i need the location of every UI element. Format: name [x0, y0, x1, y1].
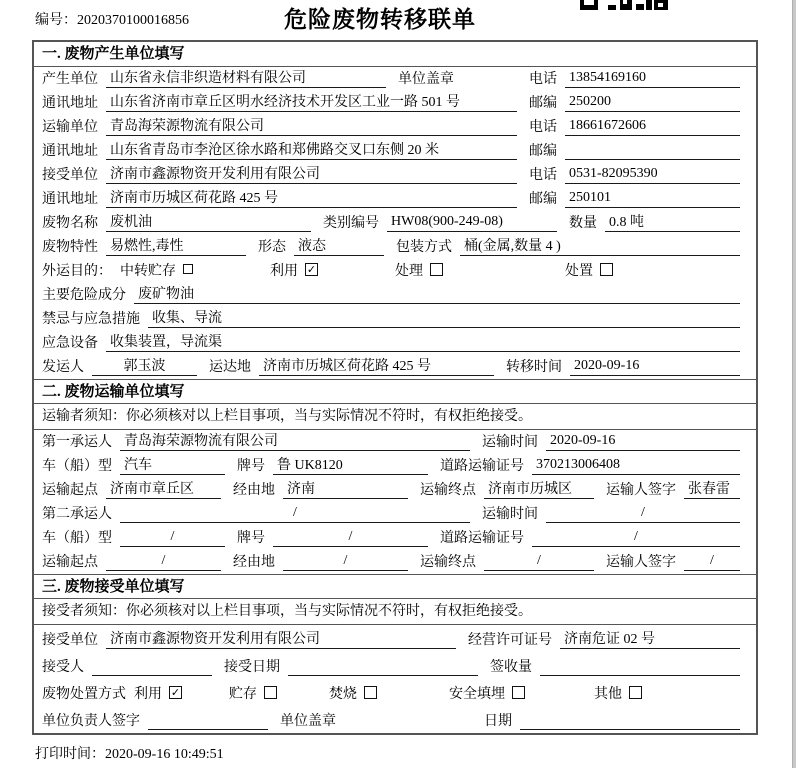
- carrier1-value: 青岛海荣源物流有限公司: [120, 430, 470, 451]
- row-carrier2: [34, 502, 756, 526]
- zip-label: 邮编: [529, 144, 557, 159]
- disposal-option-other: [594, 683, 642, 703]
- date-value: [520, 712, 740, 730]
- vehicle-type-value: 汽车: [120, 454, 225, 475]
- accept-unit-label: 接受单位: [42, 633, 98, 648]
- document-header: [0, 0, 796, 40]
- disposal-label: 废物处置方式: [42, 687, 126, 702]
- responsible-sign-label: 单位负责人签字: [42, 714, 140, 729]
- checkbox-treat: [430, 263, 443, 276]
- print-time-label: 打印时间：: [35, 747, 105, 762]
- equipment-label: 应急设备: [42, 336, 98, 351]
- unit-seal-label: 单位盖章: [280, 714, 336, 729]
- receiver-phone: 0531-82095390: [565, 166, 740, 184]
- row-emergency-equipment: [34, 331, 756, 355]
- page-title: 危险废物转移联单: [284, 7, 476, 32]
- row-transporter: [34, 115, 756, 139]
- serial-label: 编号：: [35, 13, 77, 28]
- option-label: 其他: [594, 687, 622, 702]
- packing-label: 包装方式: [396, 240, 452, 255]
- route-end-value: 济南市历城区: [484, 478, 594, 499]
- checkbox-disposal-landfill: [512, 686, 525, 699]
- row-producer: [34, 67, 756, 91]
- producer-value: 山东省永信非织造材料有限公司: [106, 67, 386, 88]
- producer-phone: 13854169160: [565, 70, 740, 88]
- route-start-label: 运输起点: [42, 555, 98, 570]
- hazard-value: 废矿物油: [134, 283, 740, 304]
- transport-time-label: 运输时间: [482, 435, 538, 450]
- carrier-sign-value: 张春雷: [684, 478, 740, 499]
- qty-label: 数量: [569, 216, 597, 231]
- checkbox-disposal-store: [264, 686, 277, 699]
- vehicle-type-label: 车（船）型: [42, 531, 112, 546]
- route-start-value: /: [106, 553, 221, 571]
- option-label: 处置: [565, 264, 593, 279]
- row-vehicle2: [34, 526, 756, 550]
- property-label: 废物特性: [42, 240, 98, 255]
- section-receiver: [34, 574, 756, 733]
- option-label: 利用: [270, 264, 298, 279]
- checkbox-disposal-other: [629, 686, 642, 699]
- row-purpose: [34, 259, 756, 283]
- plate-label: 牌号: [237, 531, 265, 546]
- purpose-label: 外运目的：: [42, 264, 112, 279]
- dispatcher-value: 郭玉波: [92, 355, 197, 376]
- carrier2-label: 第二承运人: [42, 507, 112, 522]
- row-acceptor: [34, 652, 756, 679]
- disposal-option-landfill: [449, 683, 594, 703]
- transporter-phone: 18661672606: [565, 118, 740, 136]
- acceptor-value: [92, 658, 212, 676]
- transporter-notice: 运输者须知：你必须核对以上栏目事项，当与实际情况不符时，有权拒绝接受。: [34, 404, 756, 430]
- transport-time-value: 2020-09-16: [546, 433, 740, 451]
- disposal-option-incinerate: [329, 683, 449, 703]
- license-value: 济南危证 02 号: [560, 628, 740, 649]
- road-cert-label: 道路运输证号: [440, 531, 524, 546]
- phone-label: 电话: [529, 72, 557, 87]
- address-label: 通讯地址: [42, 96, 98, 111]
- road-cert-label: 道路运输证号: [440, 459, 524, 474]
- option-label: 焚烧: [329, 687, 357, 702]
- waste-name-label: 废物名称: [42, 216, 98, 231]
- received-qty-value: [540, 658, 740, 676]
- form-value: 液态: [294, 235, 384, 256]
- manifest-form: [32, 40, 758, 735]
- packing-value: 桶(金属,数量 4 ): [460, 235, 740, 256]
- carrier2-value: /: [120, 505, 470, 523]
- purpose-option-transfer-storage: [120, 260, 270, 280]
- row-transporter-address: [34, 139, 756, 163]
- receiver-value: 济南市鑫源物资开发利用有限公司: [106, 163, 517, 184]
- row-producer-address: [34, 91, 756, 115]
- section1-header: 一. 废物产生单位填写: [34, 42, 756, 67]
- row-carrier1: [34, 430, 756, 454]
- purpose-option-dispose: [565, 260, 613, 280]
- form-label: 形态: [258, 240, 286, 255]
- hazard-label: 主要危险成分: [42, 288, 126, 303]
- route-via-value: /: [283, 553, 408, 571]
- waste-name-value: 废机油: [106, 211, 311, 232]
- carrier-sign-label: 运输人签字: [606, 483, 676, 498]
- row-waste-name: [34, 211, 756, 235]
- received-qty-label: 签收量: [490, 660, 532, 675]
- receiver-address-value: 济南市历城区荷花路 425 号: [106, 187, 517, 208]
- route-end-label: 运输终点: [420, 555, 476, 570]
- route-via-label: 经由地: [233, 555, 275, 570]
- row-vehicle1: [34, 454, 756, 478]
- plate-value: 鲁 UK8120: [273, 454, 428, 475]
- purpose-option-treat: [395, 260, 565, 280]
- route-start-value: 济南市章丘区: [106, 478, 221, 499]
- section-producer: [34, 42, 756, 379]
- checkbox-utilize: ✓: [306, 262, 317, 276]
- row-route1: [34, 478, 756, 502]
- zip-label: 邮编: [529, 192, 557, 207]
- checkbox-dispose: [600, 263, 613, 276]
- transport-time-value: /: [546, 505, 740, 523]
- receiver-zip: 250101: [565, 190, 740, 208]
- waste-code: HW08(900-249-08): [387, 214, 557, 232]
- serial-value: 2020370100016856: [77, 13, 189, 28]
- accept-date-value: [288, 658, 478, 676]
- plate-label: 牌号: [237, 459, 265, 474]
- dispatcher-label: 发运人: [42, 360, 84, 375]
- print-time-value: 2020-09-16 10:49:51: [105, 747, 224, 762]
- transporter-value: 青岛海荣源物流有限公司: [106, 115, 517, 136]
- receiver-notice: 接受者须知：你必须核对以上栏目事项，当与实际情况不符时，有权拒绝接受。: [34, 599, 756, 625]
- section3-header: 三. 废物接受单位填写: [34, 574, 756, 599]
- row-waste-property: [34, 235, 756, 259]
- print-time: [35, 743, 796, 763]
- row-disposal: [34, 679, 756, 706]
- option-label: 利用: [134, 687, 162, 702]
- vehicle-type-value: /: [120, 529, 225, 547]
- road-cert-value: 370213006408: [532, 457, 740, 475]
- phone-label: 电话: [529, 120, 557, 135]
- producer-label: 产生单位: [42, 72, 98, 87]
- license-label: 经营许可证号: [468, 633, 552, 648]
- row-signoff: [34, 706, 756, 733]
- transporter-zip: [565, 142, 740, 160]
- address-label: 通讯地址: [42, 144, 98, 159]
- scrollbar[interactable]: [792, 0, 796, 768]
- disposal-option-utilize: [134, 683, 229, 703]
- acceptor-label: 接受人: [42, 660, 84, 675]
- transfer-time-label: 转移时间: [506, 360, 562, 375]
- row-accept-unit: [34, 625, 756, 652]
- transporter-address-value: 山东省青岛市李沧区徐水路和郑佛路交叉口东侧 20 米: [106, 139, 517, 160]
- row-hazard: [34, 283, 756, 307]
- zip-label: 邮编: [529, 96, 557, 111]
- purpose-option-utilize: [270, 260, 395, 280]
- route-via-value: 济南: [283, 478, 408, 499]
- checkbox-disposal-incinerate: [364, 686, 377, 699]
- vehicle-type-label: 车（船）型: [42, 459, 112, 474]
- producer-address-value: 山东省济南市章丘区明水经济技术开发区工业一路 501 号: [106, 91, 517, 112]
- responsible-sign-value: [148, 712, 268, 730]
- checkbox-transfer-storage: [183, 264, 193, 274]
- property-value: 易燃性,毒性: [106, 235, 246, 256]
- row-receiver-address: [34, 187, 756, 211]
- receiver-label: 接受单位: [42, 168, 98, 183]
- transfer-time-value: 2020-09-16: [570, 358, 740, 376]
- row-emergency-measures: [34, 307, 756, 331]
- destination-label: 运达地: [209, 360, 251, 375]
- row-route2: [34, 550, 756, 574]
- plate-value: /: [273, 529, 428, 547]
- checkbox-disposal-utilize: ✓: [170, 685, 181, 699]
- waste-qty: 0.8 吨: [605, 211, 740, 232]
- transport-time-label: 运输时间: [482, 507, 538, 522]
- date-label: 日期: [484, 714, 512, 729]
- accept-date-label: 接受日期: [224, 660, 280, 675]
- measures-label: 禁忌与应急措施: [42, 312, 140, 327]
- qr-code-fragment: [580, 0, 668, 11]
- row-receiver: [34, 163, 756, 187]
- seal-label: 单位盖章: [398, 72, 454, 87]
- producer-zip: 250200: [565, 94, 740, 112]
- carrier-sign-label: 运输人签字: [606, 555, 676, 570]
- measures-value: 收集、导流: [148, 307, 740, 328]
- address-label: 通讯地址: [42, 192, 98, 207]
- option-label: 处理: [395, 264, 423, 279]
- transporter-label: 运输单位: [42, 120, 98, 135]
- route-end-label: 运输终点: [420, 483, 476, 498]
- equipment-value: 收集装置，导流渠: [106, 331, 740, 352]
- section-transporter: [34, 379, 756, 574]
- row-dispatch: [34, 355, 756, 379]
- carrier-sign-value: /: [684, 553, 740, 571]
- route-start-label: 运输起点: [42, 483, 98, 498]
- code-label: 类别编号: [323, 216, 379, 231]
- option-label: 安全填埋: [449, 687, 505, 702]
- route-via-label: 经由地: [233, 483, 275, 498]
- phone-label: 电话: [529, 168, 557, 183]
- option-label: 中转贮存: [120, 264, 176, 279]
- carrier1-label: 第一承运人: [42, 435, 112, 450]
- road-cert-value: /: [532, 529, 740, 547]
- section2-header: 二. 废物运输单位填写: [34, 379, 756, 404]
- destination-value: 济南市历城区荷花路 425 号: [259, 355, 494, 376]
- option-label: 贮存: [229, 687, 257, 702]
- route-end-value: /: [484, 553, 594, 571]
- accept-unit-value: 济南市鑫源物资开发利用有限公司: [106, 628, 456, 649]
- disposal-option-store: [229, 683, 329, 703]
